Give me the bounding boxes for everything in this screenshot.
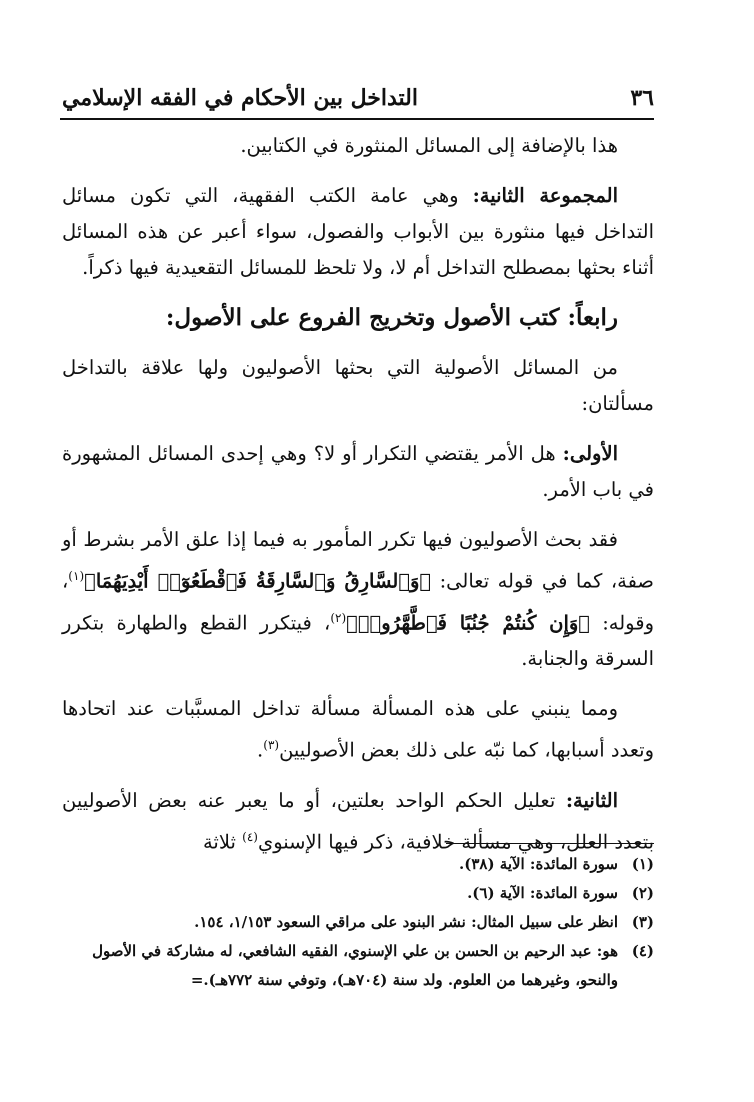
lead-term: الأولى: <box>562 442 618 465</box>
footnote-ref: (٤) <box>242 829 258 844</box>
footnote-item: (١) سورة المائدة: الآية (٣٨). <box>459 855 654 873</box>
footnote-item: (٤) هو: عبد الرحيم بن الحسن بن علي الإسنوي، الفقيه الشافعي، له مشاركة في الأصول والنحو، وغيرهما من العلوم. ولد سنة (٧٠٤هـ)، وتوفي سنة ٧٧٢هـ).= <box>92 942 654 989</box>
footnote-item: (٣) انظر على سبيل المثال: نشر البنود على مراقي السعود ١/١٥٣، ١٥٤. <box>194 913 654 931</box>
main-text <box>62 128 654 874</box>
lead-term: الثانية: <box>565 788 618 812</box>
paragraph-6: ومما ينبني على هذه المسألة مسألة تداخل المسبَّبات عند اتحادها وتعدد أسبابها، كما نبّه على ذلك بعض الأصوليين$^{(٣)}$. <box>62 697 654 762</box>
footnote-ref: (١) <box>68 569 85 583</box>
footnote-divider <box>446 843 654 844</box>
footnote-item: (٢) سورة المائدة: الآية (٦). <box>467 884 654 902</box>
quran-verse: ﴿وَٱلسَّارِقُ وَٱلسَّارِقَةُ فَٱقْطَعُوٓا۟ أَيْدِيَهُمَا﴾ <box>84 569 432 593</box>
footnote-ref: (٢) <box>330 610 347 625</box>
footnote-ref: (٣) <box>263 738 280 752</box>
footnotes <box>62 850 654 995</box>
book-title: التداخل بين الأحكام في الفقه الإسلامي <box>62 85 418 111</box>
lead-term: المجموعة الثانية: <box>472 184 618 207</box>
section-heading: رابعاً: كتب الأصول وتخريج الفروع على الأصول: <box>165 304 618 331</box>
paragraph-4: الأولى: هل الأمر يقتضي التكرار أو لا؟ وهي إحدى المسائل المشهورة في باب الأمر. <box>62 442 654 501</box>
running-header <box>62 78 654 118</box>
paragraph-2: المجموعة الثانية: وهي عامة الكتب الفقهية، التي تكون مسائل التداخل فيها منثورة بين الأبواب والفصول، سواء أعبر عن هذه المسائل أثناء بحثها بمصطلح التداخل أم لا، ولا تلحظ للمسائل التقعيدية فيها ذكراً. <box>62 184 654 279</box>
header-divider <box>60 118 654 120</box>
paragraph-1: هذا بالإضافة إلى المسائل المنثورة في الكتابين. <box>240 134 618 157</box>
paragraph-5: فقد بحث الأصوليون فيها تكرر المأمور به فيما إذا علق الأمر بشرط أو صفة، كما في قوله تعالى: ﴿وَٱلسَّارِقُ وَٱلسَّارِقَةُ فَٱقْطَعُوٓا۟ أَيْدِيَهُمَا﴾$^{(١)}$، وقوله: ﴿وَإِن كُنتُمْ جُنُبًا فَٱطَّهَّرُوا۟﴾$^{(٢)}$، فيتكرر القطع والطهارة بتكرر السرقة والجنابة. <box>62 528 654 670</box>
paragraph-7: الثانية: تعليل الحكم الواحد بعلتين، أو ما يعبر عنه بعض الأصوليين بتعدد العلل، وهي مسألة خلافية، ذكر فيها الإسنوي$^{(٤)}$ ثلاثة <box>62 788 654 853</box>
quran-verse: ﴿وَإِن كُنتُمْ جُنُبًا فَٱطَّهَّرُوا۟﴾ <box>346 611 590 634</box>
paragraph-3: من المسائل الأصولية التي بحثها الأصوليون ولها علاقة بالتداخل مسألتان: <box>62 356 654 415</box>
page-number: ٣٦ <box>630 85 654 111</box>
